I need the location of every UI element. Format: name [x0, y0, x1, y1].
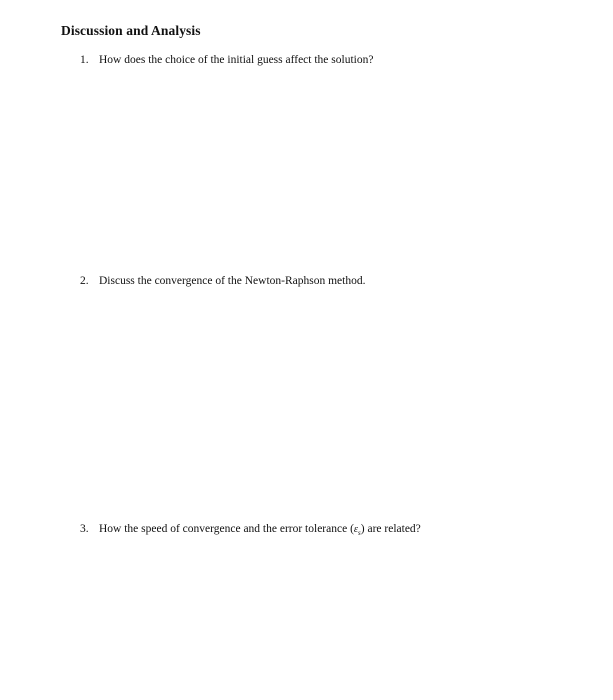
question-text: How does the choice of the initial guess affect the solution? [99, 54, 374, 66]
error-tolerance-symbol [353, 524, 361, 538]
question-number: 1. [80, 54, 89, 66]
epsilon-subscript: s [358, 529, 361, 538]
question-text-after: ) are related? [360, 523, 421, 535]
question-number: 3. [80, 523, 89, 535]
question-number: 2. [80, 275, 89, 287]
epsilon-symbol: ε [353, 524, 359, 535]
question-text-before: How the speed of convergence and the error tolerance ( [99, 523, 354, 535]
question-1 [80, 54, 373, 66]
question-2 [80, 275, 365, 287]
question-3 [80, 523, 421, 537]
question-text: Discuss the convergence of the Newton-Raphson method. [99, 275, 366, 287]
section-heading: Discussion and Analysis [61, 23, 201, 38]
